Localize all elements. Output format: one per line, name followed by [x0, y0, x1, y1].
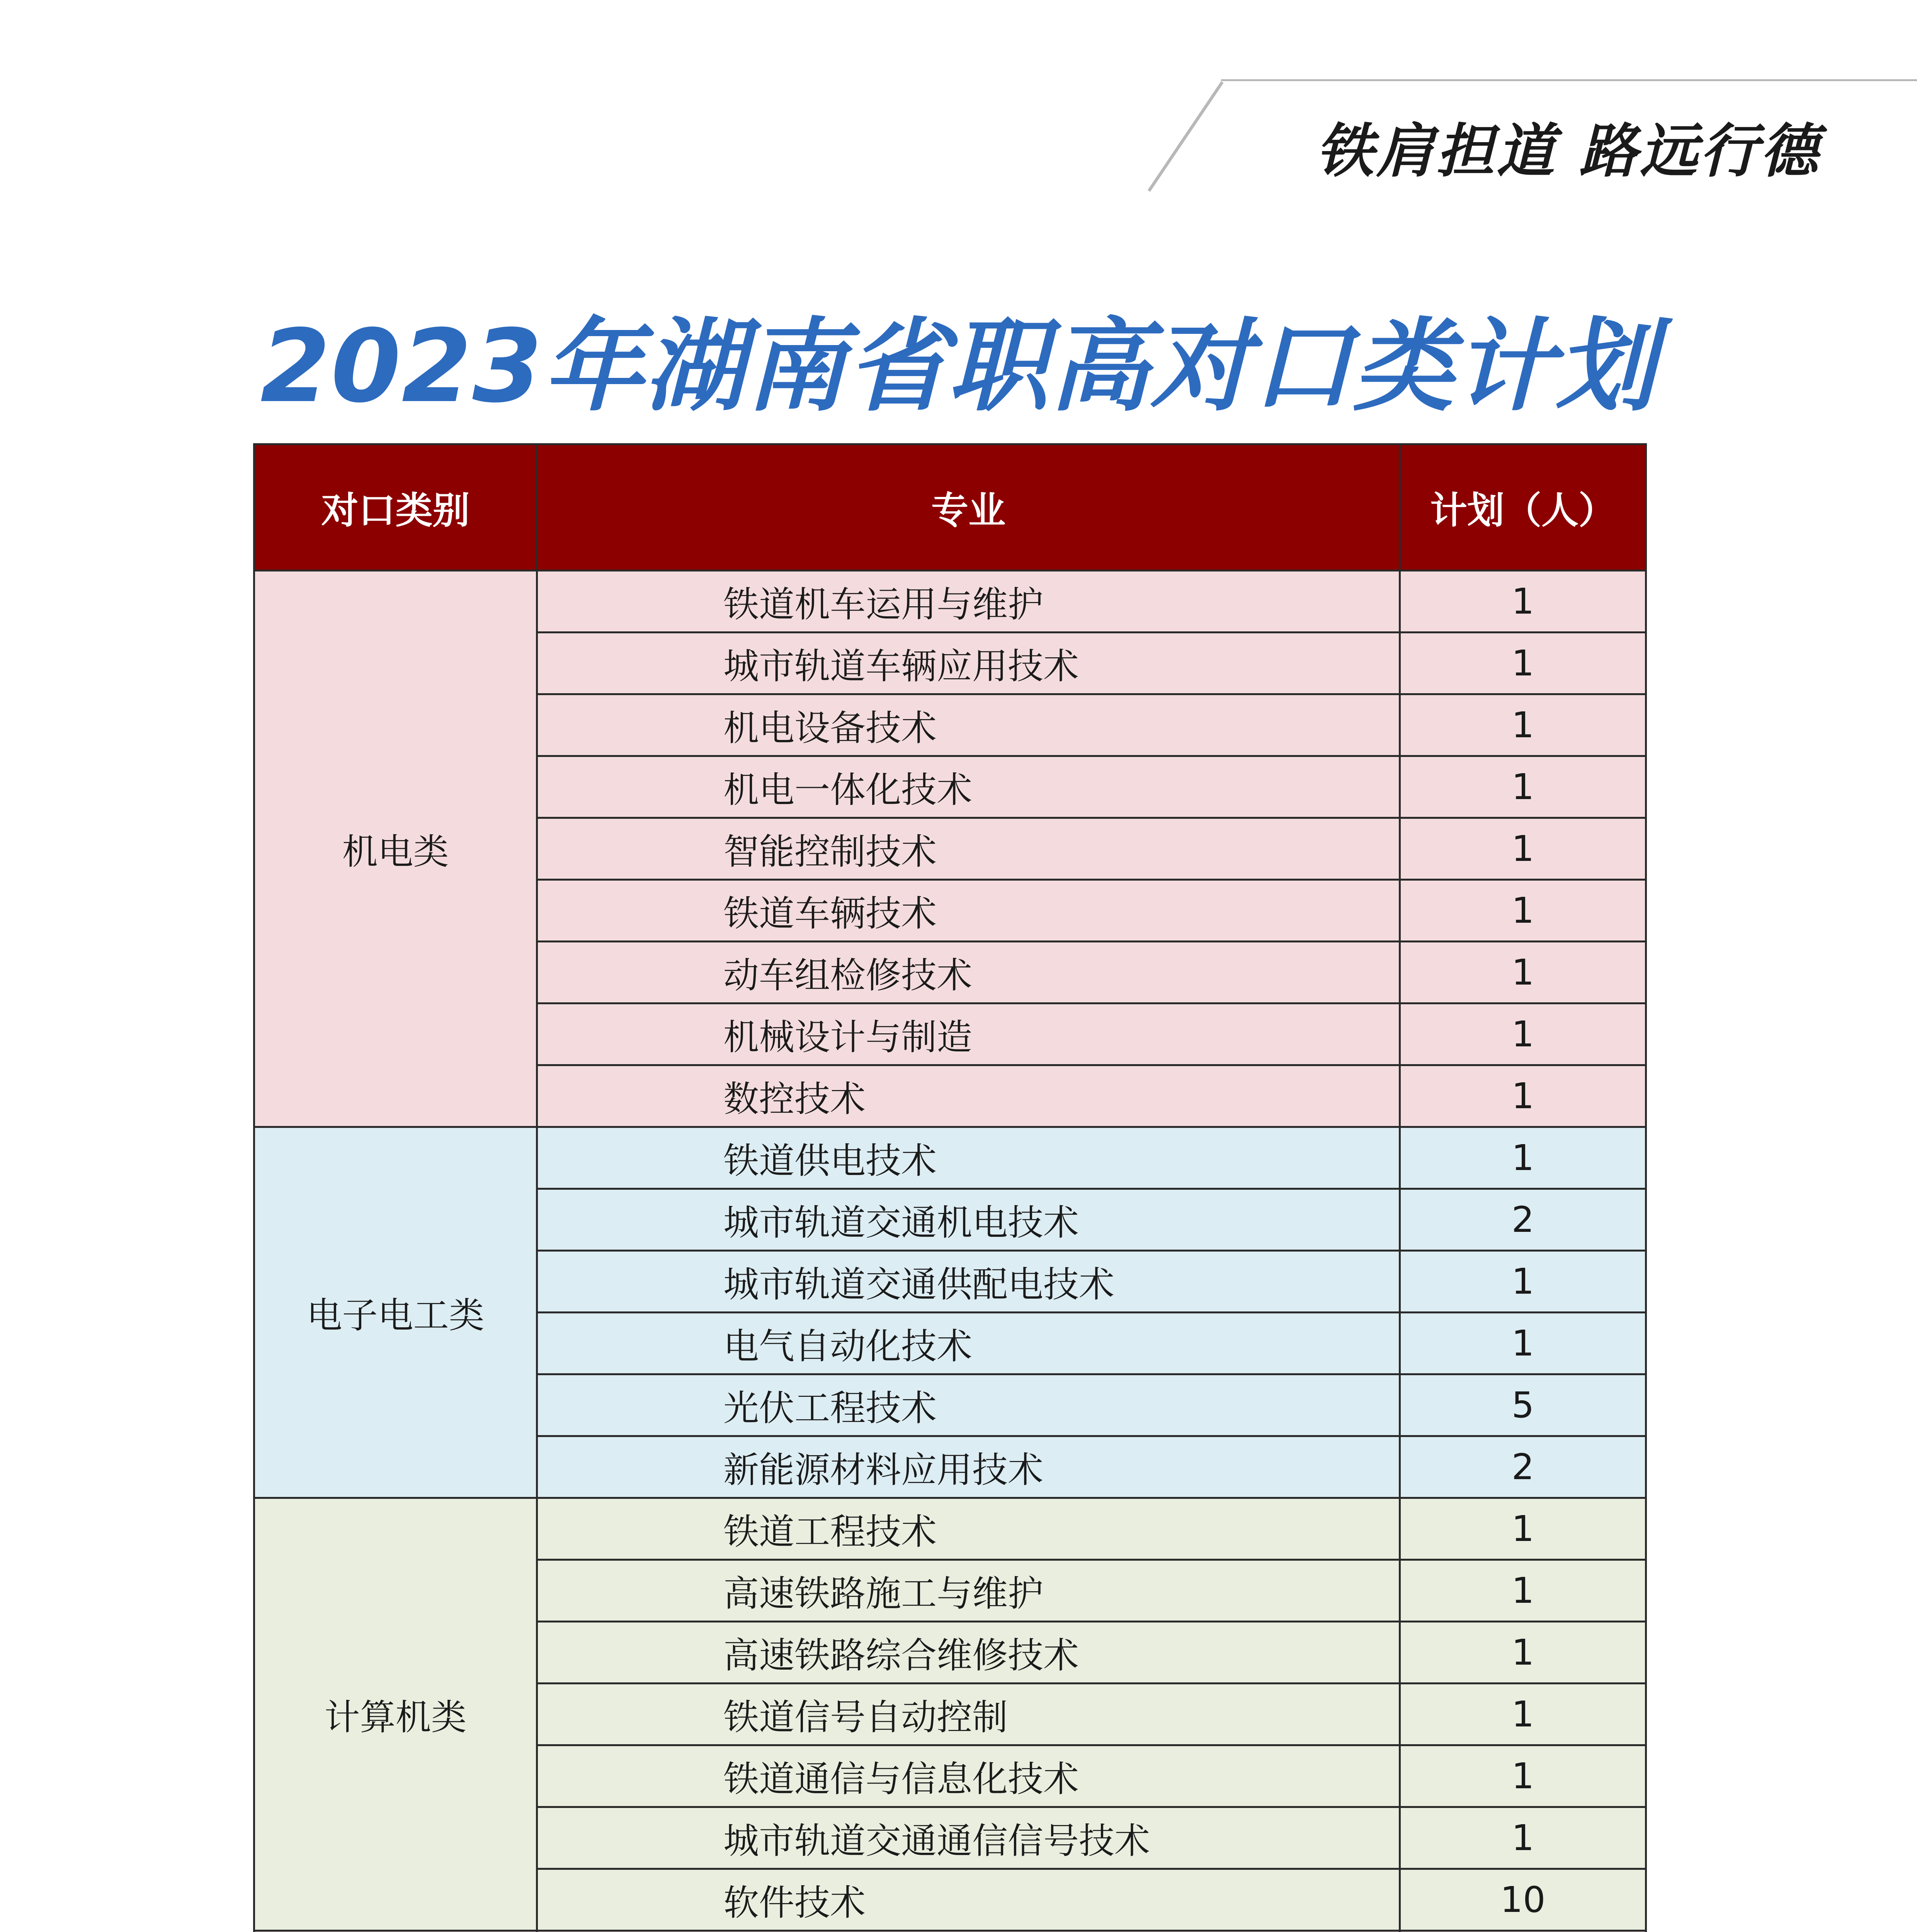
table-row — [254, 1127, 1646, 1189]
plan-cell: 1 — [1400, 1622, 1646, 1684]
major-cell: 城市轨道交通机电技术 — [537, 1189, 1400, 1251]
major-cell: 铁道车辆技术 — [537, 880, 1400, 942]
major-cell: 城市轨道车辆应用技术 — [537, 633, 1400, 694]
plan-cell: 1 — [1400, 1065, 1646, 1127]
plan-cell: 5 — [1400, 1374, 1646, 1436]
category-cell: 计算机类 — [254, 1498, 537, 1931]
plan-cell: 2 — [1400, 1189, 1646, 1251]
major-cell: 新能源材料应用技术 — [537, 1436, 1400, 1498]
major-cell: 数控技术 — [537, 1065, 1400, 1127]
plan-cell: 1 — [1400, 633, 1646, 694]
table-row — [254, 571, 1646, 633]
plan-cell: 1 — [1400, 1807, 1646, 1869]
table-body — [254, 571, 1646, 1932]
plan-cell: 2 — [1400, 1436, 1646, 1498]
plan-cell: 1 — [1400, 1498, 1646, 1560]
plan-cell: 1 — [1400, 1684, 1646, 1745]
plan-cell: 1 — [1400, 1127, 1646, 1189]
major-cell: 铁道通信与信息化技术 — [537, 1745, 1400, 1807]
plan-cell: 1 — [1400, 880, 1646, 942]
major-cell: 铁道信号自动控制 — [537, 1684, 1400, 1745]
major-cell: 高速铁路综合维修技术 — [537, 1622, 1400, 1684]
major-cell: 光伏工程技术 — [537, 1374, 1400, 1436]
plan-cell: 1 — [1400, 1251, 1646, 1313]
major-cell: 铁道供电技术 — [537, 1127, 1400, 1189]
major-cell: 动车组检修技术 — [537, 942, 1400, 1003]
major-cell: 智能控制技术 — [537, 818, 1400, 880]
plan-cell: 1 — [1400, 942, 1646, 1003]
header-major: 专业 — [537, 444, 1400, 571]
plan-cell: 1 — [1400, 818, 1646, 880]
plan-cell: 1 — [1400, 1313, 1646, 1374]
plan-cell: 1 — [1400, 1560, 1646, 1622]
plan-cell: 1 — [1400, 1745, 1646, 1807]
major-cell: 铁道机车运用与维护 — [537, 571, 1400, 633]
major-cell: 机电设备技术 — [537, 694, 1400, 756]
major-cell: 城市轨道交通供配电技术 — [537, 1251, 1400, 1313]
plan-cell: 10 — [1400, 1869, 1646, 1931]
plan-cell: 1 — [1400, 571, 1646, 633]
major-cell: 城市轨道交通通信信号技术 — [537, 1807, 1400, 1869]
plan-cell: 1 — [1400, 756, 1646, 818]
plan-cell: 1 — [1400, 694, 1646, 756]
header-category: 对口类别 — [254, 444, 537, 571]
plan-cell: 1 — [1400, 1003, 1646, 1065]
major-cell: 机械设计与制造 — [537, 1003, 1400, 1065]
page-title: 2023年湖南省职高对口类计划 — [260, 308, 1657, 425]
category-cell: 电子电工类 — [254, 1127, 537, 1498]
plan-table — [253, 443, 1647, 1932]
major-cell: 机电一体化技术 — [537, 756, 1400, 818]
major-cell: 高速铁路施工与维护 — [537, 1560, 1400, 1622]
table-row — [254, 1498, 1646, 1560]
major-cell: 铁道工程技术 — [537, 1498, 1400, 1560]
major-cell: 软件技术 — [537, 1869, 1400, 1931]
major-cell: 电气自动化技术 — [537, 1313, 1400, 1374]
slogan-text: 铁肩担道 路远行德 — [1315, 117, 1820, 185]
category-cell: 机电类 — [254, 571, 537, 1127]
slogan-banner — [1221, 79, 1917, 199]
header-plan: 计划（人） — [1400, 444, 1646, 571]
table-header-row — [254, 444, 1646, 571]
